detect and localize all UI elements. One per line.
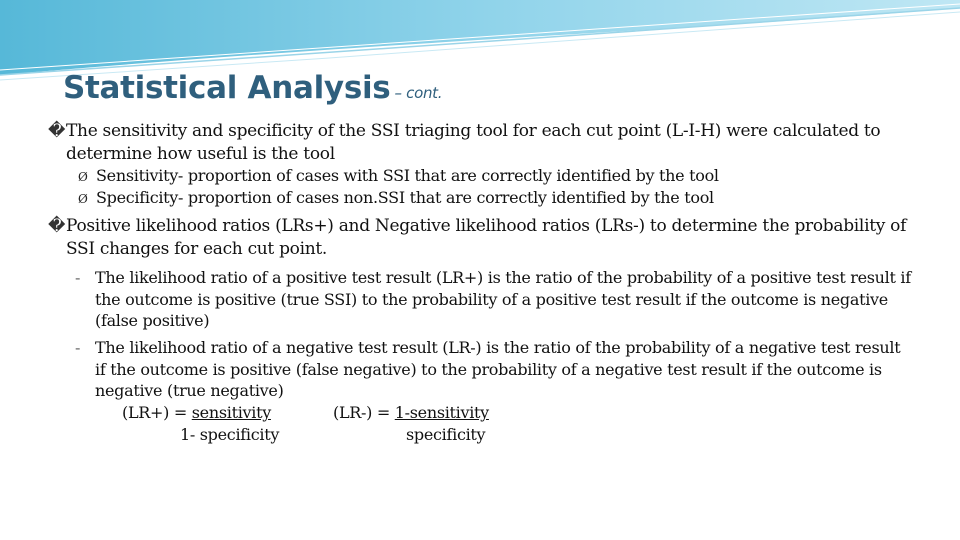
dash-item-lr-negative (75, 337, 915, 402)
sub-bullet-sensitivity (78, 166, 898, 187)
bullet-marker: � (48, 216, 66, 236)
dash-item-text: The likelihood ratio of a positive test result (LR+) is the ratio of the probability of a positive test result if the outcome is positive (true SSI) to the probability of a positive test result if the outcome is negative (false positive) (95, 268, 911, 330)
formula-numerator: 1-sensitivity (394, 403, 489, 422)
bullet-text: Positive likelihood ratios (LRs+) and Negative likelihood ratios (LRs-) to determine the probability of SSI changes for each cut point. (66, 216, 907, 259)
slide-title (63, 70, 442, 106)
arrow-bullet-icon: Ø (78, 170, 88, 184)
dash-item-lr-positive (75, 267, 915, 332)
formula-label: (LR-) = (333, 403, 395, 422)
sub-bullet-text: Specificity- proportion of cases non.SSI that are correctly identified by the tool (96, 188, 714, 207)
formula-numerator: sensitivity (191, 403, 271, 422)
bullet-marker: � (48, 121, 66, 141)
sub-bullet-text: Sensitivity- proportion of cases with SSI that are correctly identified by the tool (96, 166, 719, 185)
dash-marker: - (75, 268, 81, 287)
slide-title-main: Statistical Analysis (63, 70, 391, 106)
formula-lr-positive-denominator: 1- specificity (180, 425, 280, 444)
bullet-likelihood-ratios (48, 215, 926, 261)
slide-title-suffix: – cont. (394, 84, 443, 102)
dash-item-text: The likelihood ratio of a negative test result (LR-) is the ratio of the probability of a negative test result if the outcome is positive (false negative) to the probability of a negative test result if the outcome is negative (true negative) (95, 338, 901, 400)
arrow-bullet-icon: Ø (78, 192, 88, 206)
bullet-sensitivity-specificity (48, 120, 926, 166)
formula-lr-positive (122, 403, 271, 423)
bullet-text: The sensitivity and specificity of the SSI triaging tool for each cut point (L-I-H) were calculated to determine how useful is the tool (66, 121, 881, 164)
formula-label: (LR+) = (122, 403, 192, 422)
formula-lr-negative-denominator: specificity (406, 425, 486, 444)
dash-marker: - (75, 338, 81, 357)
sub-bullet-specificity (78, 188, 898, 209)
formula-lr-negative (333, 403, 489, 423)
